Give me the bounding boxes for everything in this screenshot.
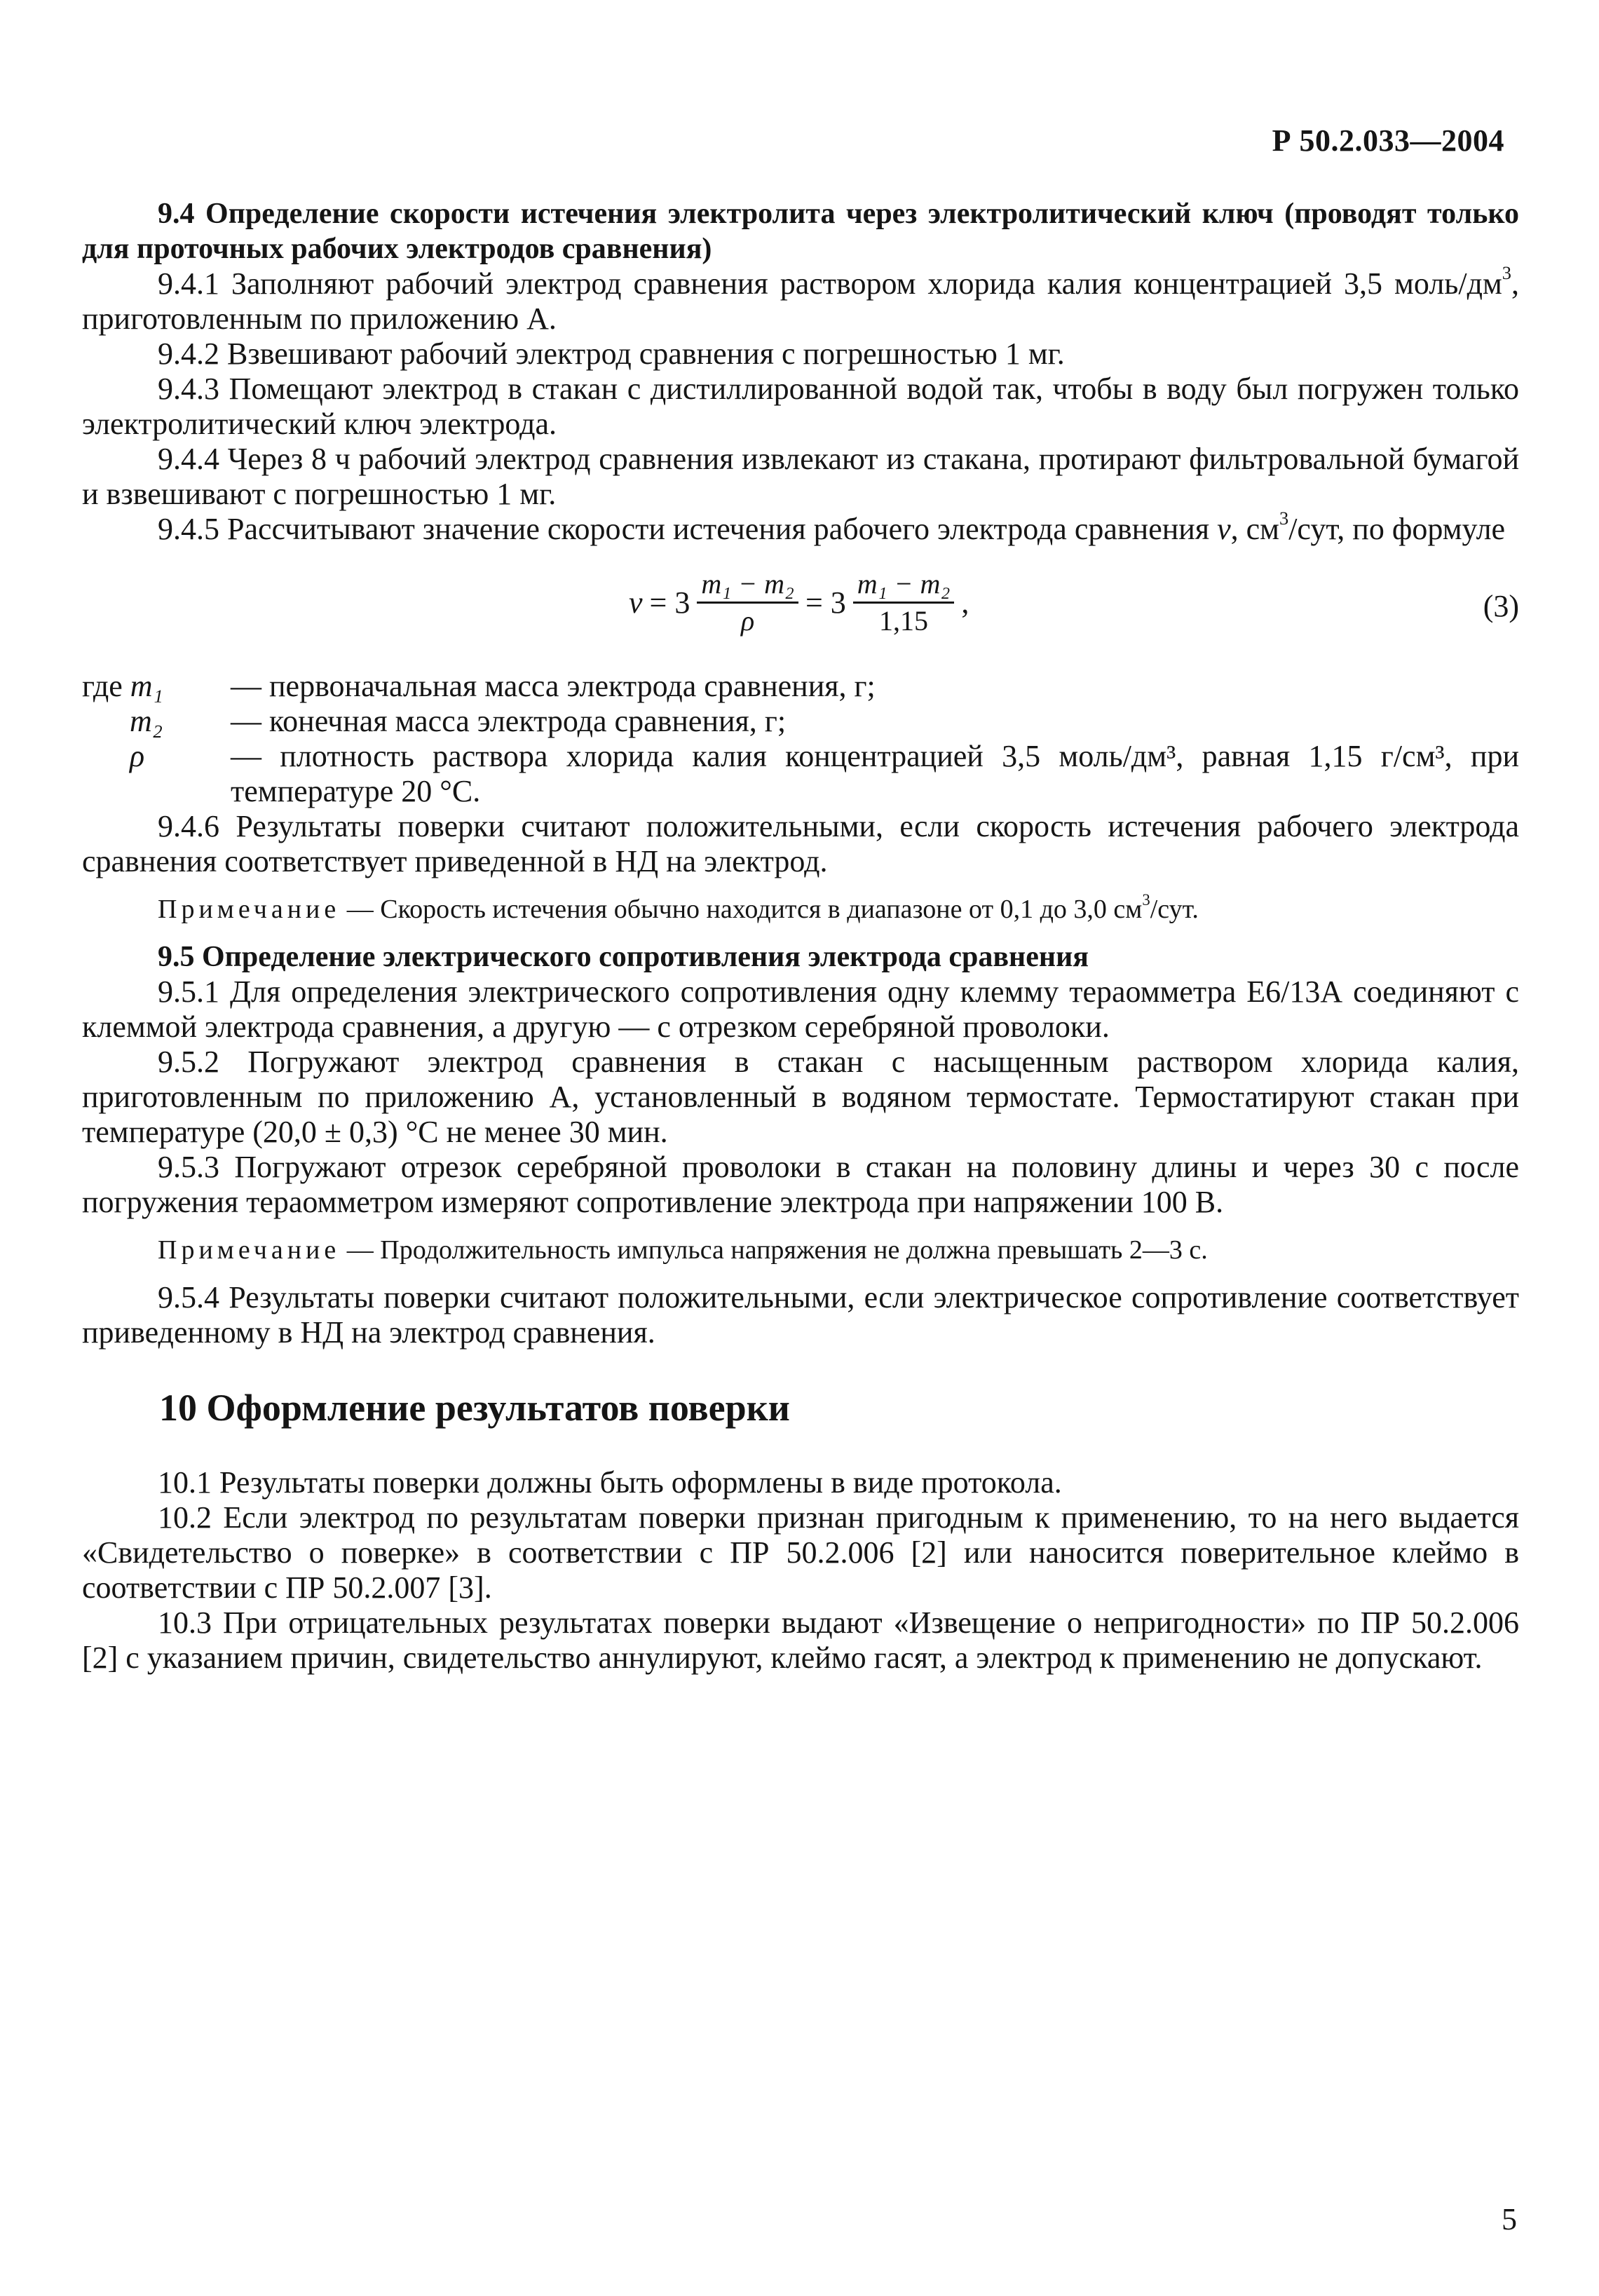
paragraph-9-4-5 — [82, 507, 1519, 547]
note-text: — Продолжительность импульса напряжения не должна превышать 2—3 с. — [340, 1235, 1208, 1265]
document-code: Р 50.2.033—2004 — [1272, 123, 1504, 158]
legend-description: — конечная масса электрода сравнения, г; — [231, 704, 787, 738]
formula-expression — [629, 568, 969, 637]
note-text: — Скорость истечения обычно находится в диапазоне от 0,1 до 3,0 см — [340, 895, 1143, 924]
paragraph-9-4-4: 9.4.4 Через 8 ч рабочий электрод сравнения извлекают из стакана, протирают фильтровальной бумагой и взвешивают с погрешностью 1 мг. — [82, 442, 1519, 511]
paragraph-9-5-3: 9.5.3 Погружают отрезок серебряной проволоки в стакан на половину длины и через 30 с после погружения тераомметром измеряют сопротивление электрода при напряжении 100 В. — [82, 1150, 1519, 1219]
paragraph-10-1: 10.1 Результаты поверки должны быть оформлены в виде протокола. — [158, 1465, 1062, 1500]
superscript: 3 — [1142, 890, 1150, 909]
fraction-2-denominator: 1,15 — [879, 605, 929, 637]
paragraph-9-5-4: 9.5.4 Результаты поверки считают положительными, если электрическое сопротивление соответствует приведенному в НД на электрод сравнения. — [82, 1280, 1519, 1350]
legend-symbol-cell — [82, 669, 231, 704]
paragraph-9-4-3: 9.4.3 Помещают электрод в стакан с дистиллированной водой так, чтобы в воду был погружен только электролитический ключ электрода. — [82, 372, 1519, 441]
page-content — [82, 196, 1519, 1676]
equation-number: (3) — [1483, 589, 1519, 623]
legend-row — [82, 669, 1519, 704]
note-text-end: /сут. — [1150, 895, 1199, 924]
formula-fraction-1 — [697, 568, 798, 637]
fraction-1-denominator: ρ — [741, 605, 755, 637]
paragraph-9-4-1-text: 9.4.1 Заполняют рабочий электрод сравнения раствором хлорида калия концентрацией 3,5 моль/дм — [158, 266, 1502, 301]
legend-symbol-cell — [82, 704, 231, 739]
paragraph-9-4-5-unit: , см — [1230, 512, 1279, 546]
paragraph-9-5-2: 9.5.2 Погружают электрод сравнения в стакан с насыщенным раствором хлорида калия, приготовленным по приложению А, установленный в водяном термостате. Термостатируют стакан при температуре (20,0 ± 0,3) °С не менее 30 мин. — [82, 1045, 1519, 1149]
formula-legend — [82, 669, 1519, 809]
paragraph-9-4-2: 9.4.2 Взвешивают рабочий электрод сравнения с погрешностью 1 мг. — [158, 337, 1065, 371]
paragraph-9-4-6: 9.4.6 Результаты поверки считают положительными, если скорость истечения рабочего электрода сравнения соответствует приведенной в НД на электрод. — [82, 809, 1519, 878]
legend-symbol: ρ — [130, 739, 145, 773]
fraction-1-numerator: m₁ − m₂ — [697, 568, 798, 604]
legend-row — [82, 704, 1519, 739]
fraction-2-numerator: m₁ − m₂ — [853, 568, 955, 604]
paragraph-9-4-1-text-end: , приготовленным по приложению А. — [82, 266, 1519, 336]
variable-v: v — [1217, 512, 1231, 546]
paragraph-10-3: 10.3 При отрицательных результатах поверки выдают «Извещение о непригодности» по ПР 50.2.006 [2] с указанием причин, свидетельство аннулируют, клеймо гасят, а электрод к применению не допускают. — [82, 1605, 1519, 1675]
paragraph-9-4-1 — [82, 261, 1519, 337]
section-9-5-heading: 9.5 Определение электрического сопротивления электрода сравнения — [158, 941, 1089, 973]
legend-prefix: где — [82, 669, 123, 703]
legend-description: — первоначальная масса электрода сравнения, г; — [231, 669, 876, 703]
legend-symbol: m₁ — [130, 669, 163, 703]
section-10-title: 10 Оформление результатов поверки — [159, 1387, 790, 1429]
note-label: Примечание — [158, 895, 341, 924]
formula-fraction-2 — [853, 568, 955, 637]
formula-equals-2: = 3 — [805, 585, 846, 620]
legend-symbol: m₂ — [130, 704, 163, 738]
note-label: Примечание — [158, 1235, 341, 1265]
superscript: 3 — [1279, 507, 1289, 529]
paragraph-9-4-5-text: 9.4.5 Рассчитывают значение скорости истечения рабочего электрода сравнения — [158, 512, 1218, 546]
superscript: 3 — [1502, 261, 1511, 283]
paragraph-9-4-5-text-end: /сут, по формуле — [1288, 512, 1506, 546]
legend-symbol-cell — [82, 739, 231, 809]
page-number: 5 — [1502, 2202, 1517, 2236]
formula-lhs: v — [629, 585, 643, 620]
paragraph-10-2: 10.2 Если электрод по результатам поверки признан пригодным к применению, то на него выдается «Свидетельство о поверке» в соответствии с ПР 50.2.006 [2] или наносится поверительное клеймо в соответствии с ПР 50.2.007 [3]. — [82, 1500, 1519, 1605]
formula-3 — [82, 561, 1519, 653]
note-1 — [82, 892, 1519, 927]
paragraph-9-5-1: 9.5.1 Для определения электрического сопротивления одну клемму тераомметра Е6/13А соединяют с клеммой электрода сравнения, а другую — с отрезком серебряной проволоки. — [82, 974, 1519, 1044]
note-2 — [82, 1232, 1519, 1268]
section-9-4-heading: 9.4 Определение скорости истечения электролита через электролитический ключ (проводят только для проточных рабочих электродов сравнения) — [82, 198, 1519, 265]
legend-description: — плотность раствора хлорида калия концентрацией 3,5 моль/дм³, равная 1,15 г/см³, при температуре 20 °С. — [231, 739, 1519, 808]
formula-equals-1: = 3 — [649, 585, 690, 620]
formula-trailing-comma: , — [961, 585, 969, 620]
legend-row — [82, 739, 1519, 809]
